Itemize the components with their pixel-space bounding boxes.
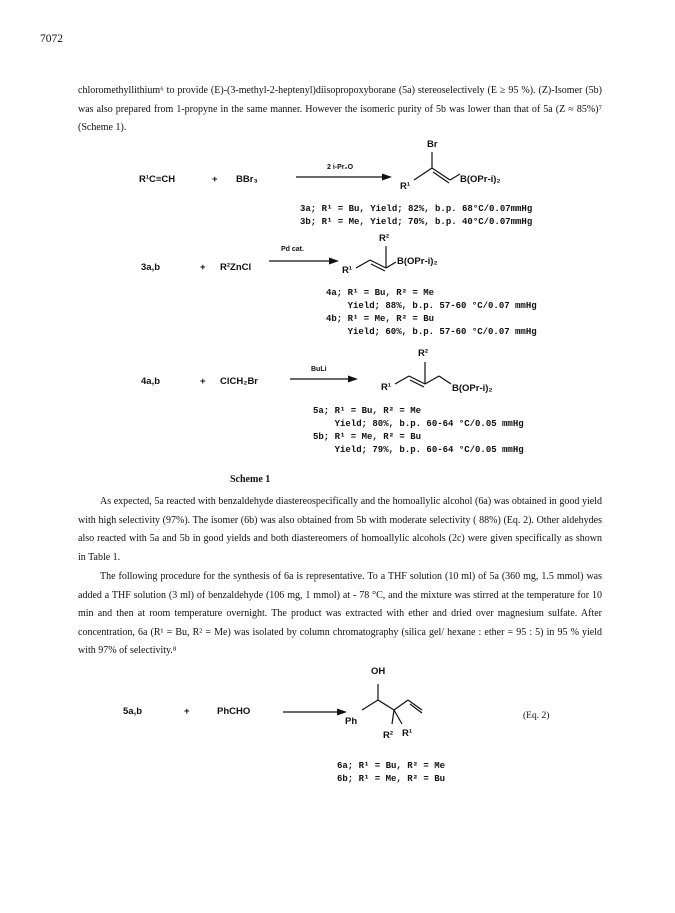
- plus-sign: +: [184, 706, 190, 717]
- reagent-ipr2o: 2 i-Pr₂O: [327, 164, 354, 171]
- compound-4a-yield: Yield; 88%, b.p. 57-60 °C/0.07 mmHg: [326, 301, 537, 311]
- reaction-arrow: [283, 707, 347, 717]
- reaction-arrow: [269, 256, 339, 266]
- compound-5b-yield: Yield; 79%, b.p. 60-64 °C/0.05 mmHg: [313, 445, 524, 455]
- product-5-r2: R²: [418, 348, 429, 359]
- procedure-paragraph: The following procedure for the synthesis of 6a is representative. To a THF solution (10 ml) of 5a (360 mg, 1.5 mmol) was added a THF solution (3 ml) of benzaldehyde (106 mg, 1 mmol) at - 78 °C, and the mixture was stirred at the temperature for 10 min and then at room temperature overnight. The product was extracted with ether and dried over magnesium sulfate. After concentration, 6a (R¹ = Bu, R² = Me) was isolated by column chromatography (silica gel/ hexane : ether = 95 : 5) in 95 % yield with 97% of selectivity.⁸: [78, 571, 602, 656]
- reactant-4ab: 4a,b: [141, 376, 161, 387]
- reactant-organozinc: R²ZnCl: [220, 262, 252, 273]
- reactant-alkyne: R¹C≡CH: [139, 174, 176, 185]
- compound-6a-label: 6a; R¹ = Bu, R² = Me: [337, 761, 446, 771]
- equation-label: (Eq. 2): [523, 711, 550, 721]
- compound-4b-yield: Yield; 60%, b.p. 57-60 °C/0.07 mmHg: [326, 327, 537, 337]
- reactant-bbr3: BBr₃: [236, 174, 258, 185]
- reactant-chlorobromomethane: ClCH₂Br: [220, 376, 258, 387]
- reactant-5ab: 5a,b: [123, 706, 143, 717]
- product-5-r1: R¹: [381, 382, 392, 393]
- compound-5a-label: 5a; R¹ = Bu, R² = Me: [313, 406, 422, 416]
- reagent-buli: BuLi: [311, 366, 327, 373]
- reagent-pd-cat: Pd cat.: [281, 246, 304, 253]
- reaction-arrow: [296, 172, 392, 182]
- plus-sign: +: [200, 262, 206, 273]
- compound-6b-label: 6b; R¹ = Me, R² = Bu: [337, 774, 446, 784]
- page-number: 7072: [40, 33, 63, 45]
- intro-paragraph: chloromethyllithium⁶ to provide (E)-(3-methyl-2-heptenyl)diisopropoxyborane (5a) stereoselectively (E ≥ 95 %). (Z)-Isomer (5b) was also prepared from 1-propyne in the same manner. However the isomeric purity of 5b was lower than that of 5a (Z ≈ 85%)⁷ (Scheme 1).: [78, 85, 602, 133]
- plus-sign: +: [200, 376, 206, 387]
- product-3-boron: B(OPr-i)₂: [460, 174, 501, 185]
- compound-4a-label: 4a; R¹ = Bu, R² = Me: [326, 288, 435, 298]
- reactant-3ab: 3a,b: [141, 262, 161, 273]
- product-3-r1: R¹: [400, 181, 411, 192]
- product-5-boron: B(OPr-i)₂: [452, 383, 493, 394]
- results-paragraph: As expected, 5a reacted with benzaldehyde diastereospecifically and the homoallylic alcohol (6a) was obtained in good yield with high selectivity (97%). The isomer (6b) was also obtained from 5b with moderate selectivity ( 88%) (Eq. 2). Other aldehydes also reacted with 5a and 5b in good yields and both diastereomers of homoallylic alcohols (2c) were given specifically as shown in Table 1.: [78, 496, 602, 563]
- product-6-bonds: [362, 680, 432, 740]
- scheme-caption: Scheme 1: [230, 474, 271, 485]
- compound-3a-label: 3a; R¹ = Bu, Yield; 82%, b.p. 68°C/0.07mmHg: [300, 204, 533, 214]
- compound-4b-label: 4b; R¹ = Me, R² = Bu: [326, 314, 435, 324]
- compound-5b-label: 5b; R¹ = Me, R² = Bu: [313, 432, 422, 442]
- product-4-r2: R²: [379, 233, 390, 244]
- product-6-ph: Ph: [345, 716, 358, 727]
- reactant-benzaldehyde: PhCHO: [217, 706, 251, 717]
- product-5-bonds: [395, 356, 459, 392]
- reaction-arrow: [290, 374, 358, 384]
- product-6-oh: OH: [371, 666, 386, 677]
- product-3-br: Br: [427, 139, 438, 150]
- compound-5a-yield: Yield; 80%, b.p. 60-64 °C/0.05 mmHg: [313, 419, 524, 429]
- product-6-r2: R²: [383, 730, 394, 741]
- product-6-r1: R¹: [402, 728, 413, 739]
- plus-sign: +: [212, 174, 218, 185]
- compound-3b-label: 3b; R¹ = Me, Yield; 70%, b.p. 40°C/0.07mmHg: [300, 217, 533, 227]
- product-4-r1: R¹: [342, 265, 353, 276]
- product-4-boron: B(OPr-i)₂: [397, 256, 438, 267]
